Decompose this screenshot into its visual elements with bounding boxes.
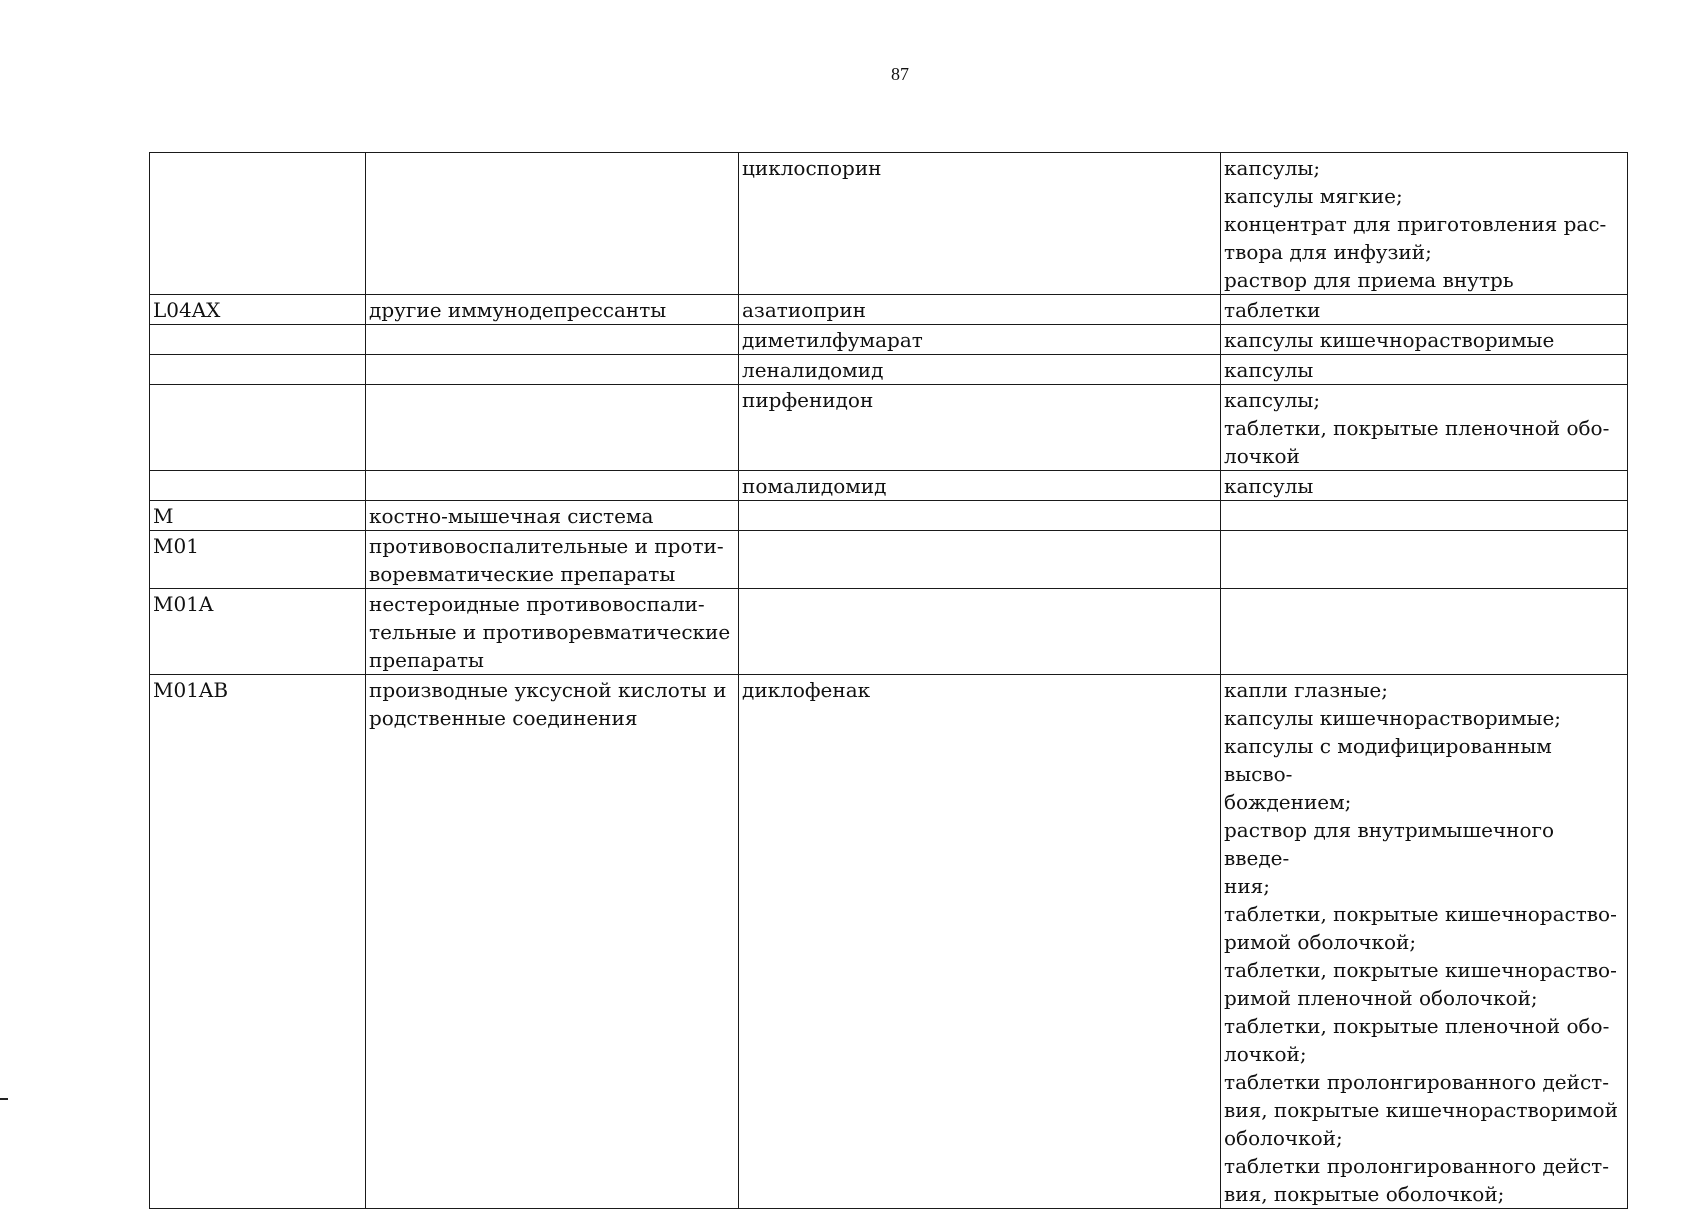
dosage-forms-cell: [1221, 531, 1628, 589]
dosage-form: вия, покрытые кишечнорастворимой: [1224, 1098, 1618, 1122]
dosage-form: таблетки, покрытые пленочной обо-: [1224, 1014, 1610, 1038]
atc-code-cell: M01A: [150, 589, 366, 675]
table-row: [150, 471, 1628, 501]
dosage-form: таблетки, покрытые кишечнораство-: [1224, 958, 1617, 982]
dosage-forms-cell: [1221, 471, 1628, 501]
table-row: [150, 675, 1628, 1209]
dosage-form: оболочкой;: [1224, 1126, 1343, 1150]
group-name-cell: костно-мышечная система: [366, 501, 739, 531]
dosage-form: таблетки: [1224, 298, 1321, 322]
table-body: [150, 153, 1628, 1209]
dosage-forms-cell: [1221, 325, 1628, 355]
drug-name-cell: пирфенидон: [739, 385, 1221, 471]
dosage-form: лочкой: [1224, 444, 1300, 468]
dosage-form: капсулы кишечнорастворимые: [1224, 328, 1555, 352]
group-name-cell: [366, 355, 739, 385]
page-number: 87: [891, 64, 909, 84]
atc-code-cell: M01AB: [150, 675, 366, 1209]
group-name-cell: другие иммунодепрессанты: [366, 295, 739, 325]
atc-code-cell: M01: [150, 531, 366, 589]
drug-name-cell: диметилфумарат: [739, 325, 1221, 355]
dosage-form: капсулы;: [1224, 388, 1321, 412]
dosage-form: раствор для приема внутрь: [1224, 268, 1514, 292]
dosage-form: бождением;: [1224, 790, 1352, 814]
dosage-form: твора для инфузий;: [1224, 240, 1432, 264]
table-row: [150, 295, 1628, 325]
group-name-cell: производные уксусной кислоты и родственные соединения: [366, 675, 739, 1209]
dosage-form: вия, покрытые оболочкой;: [1224, 1182, 1505, 1206]
dosage-forms-cell: [1221, 295, 1628, 325]
table-row: [150, 355, 1628, 385]
group-name-cell: нестероидные противовоспали- тельные и противоревматические препараты: [366, 589, 739, 675]
atc-code-cell: [150, 153, 366, 295]
dosage-forms-cell: [1221, 355, 1628, 385]
dosage-form: раствор для внутримышечного введе-: [1224, 818, 1561, 870]
dosage-forms-cell: [1221, 501, 1628, 531]
drug-name-cell: [739, 589, 1221, 675]
atc-code-cell: [150, 385, 366, 471]
dosage-form: капсулы: [1224, 474, 1314, 498]
dosage-form: капсулы мягкие;: [1224, 184, 1403, 208]
table-row: [150, 325, 1628, 355]
atc-code-cell: [150, 471, 366, 501]
table-row: [150, 501, 1628, 531]
drug-name-cell: [739, 501, 1221, 531]
dosage-form: таблетки, покрытые пленочной обо-: [1224, 416, 1610, 440]
drug-name-cell: циклоспорин: [739, 153, 1221, 295]
group-name-cell: [366, 325, 739, 355]
dosage-form: таблетки пролонгированного дейст-: [1224, 1070, 1609, 1094]
dosage-forms-cell: [1221, 589, 1628, 675]
drug-name-cell: диклофенак: [739, 675, 1221, 1209]
dosage-form: капсулы кишечнорастворимые;: [1224, 706, 1562, 730]
dosage-form: капсулы;: [1224, 156, 1321, 180]
dosage-forms-cell: [1221, 385, 1628, 471]
margin-mark: [0, 1098, 8, 1100]
table-row: [150, 589, 1628, 675]
dosage-forms-cell: [1221, 153, 1628, 295]
dosage-form: таблетки пролонгированного дейст-: [1224, 1154, 1609, 1178]
group-name-cell: [366, 385, 739, 471]
drug-name-cell: [739, 531, 1221, 589]
dosage-forms-cell: [1221, 675, 1628, 1209]
atc-code-cell: [150, 355, 366, 385]
dosage-form: капли глазные;: [1224, 678, 1388, 702]
medications-table: [149, 152, 1628, 1209]
drug-name-cell: азатиоприн: [739, 295, 1221, 325]
dosage-form: капсулы: [1224, 358, 1314, 382]
atc-code-cell: L04AX: [150, 295, 366, 325]
dosage-form: лочкой;: [1224, 1042, 1307, 1066]
atc-code-cell: M: [150, 501, 366, 531]
dosage-form: концентрат для приготовления рас-: [1224, 212, 1607, 236]
dosage-form: ния;: [1224, 874, 1271, 898]
table-row: [150, 385, 1628, 471]
group-name-cell: противовоспалительные и проти- воревматические препараты: [366, 531, 739, 589]
table-row: [150, 153, 1628, 295]
dosage-form: римой оболочкой;: [1224, 930, 1417, 954]
dosage-form: римой пленочной оболочкой;: [1224, 986, 1538, 1010]
group-name-cell: [366, 153, 739, 295]
table-row: [150, 531, 1628, 589]
atc-code-cell: [150, 325, 366, 355]
dosage-form: таблетки, покрытые кишечнораство-: [1224, 902, 1617, 926]
group-name-cell: [366, 471, 739, 501]
dosage-form: капсулы с модифицированным высво-: [1224, 734, 1559, 786]
drug-name-cell: помалидомид: [739, 471, 1221, 501]
drug-name-cell: леналидомид: [739, 355, 1221, 385]
